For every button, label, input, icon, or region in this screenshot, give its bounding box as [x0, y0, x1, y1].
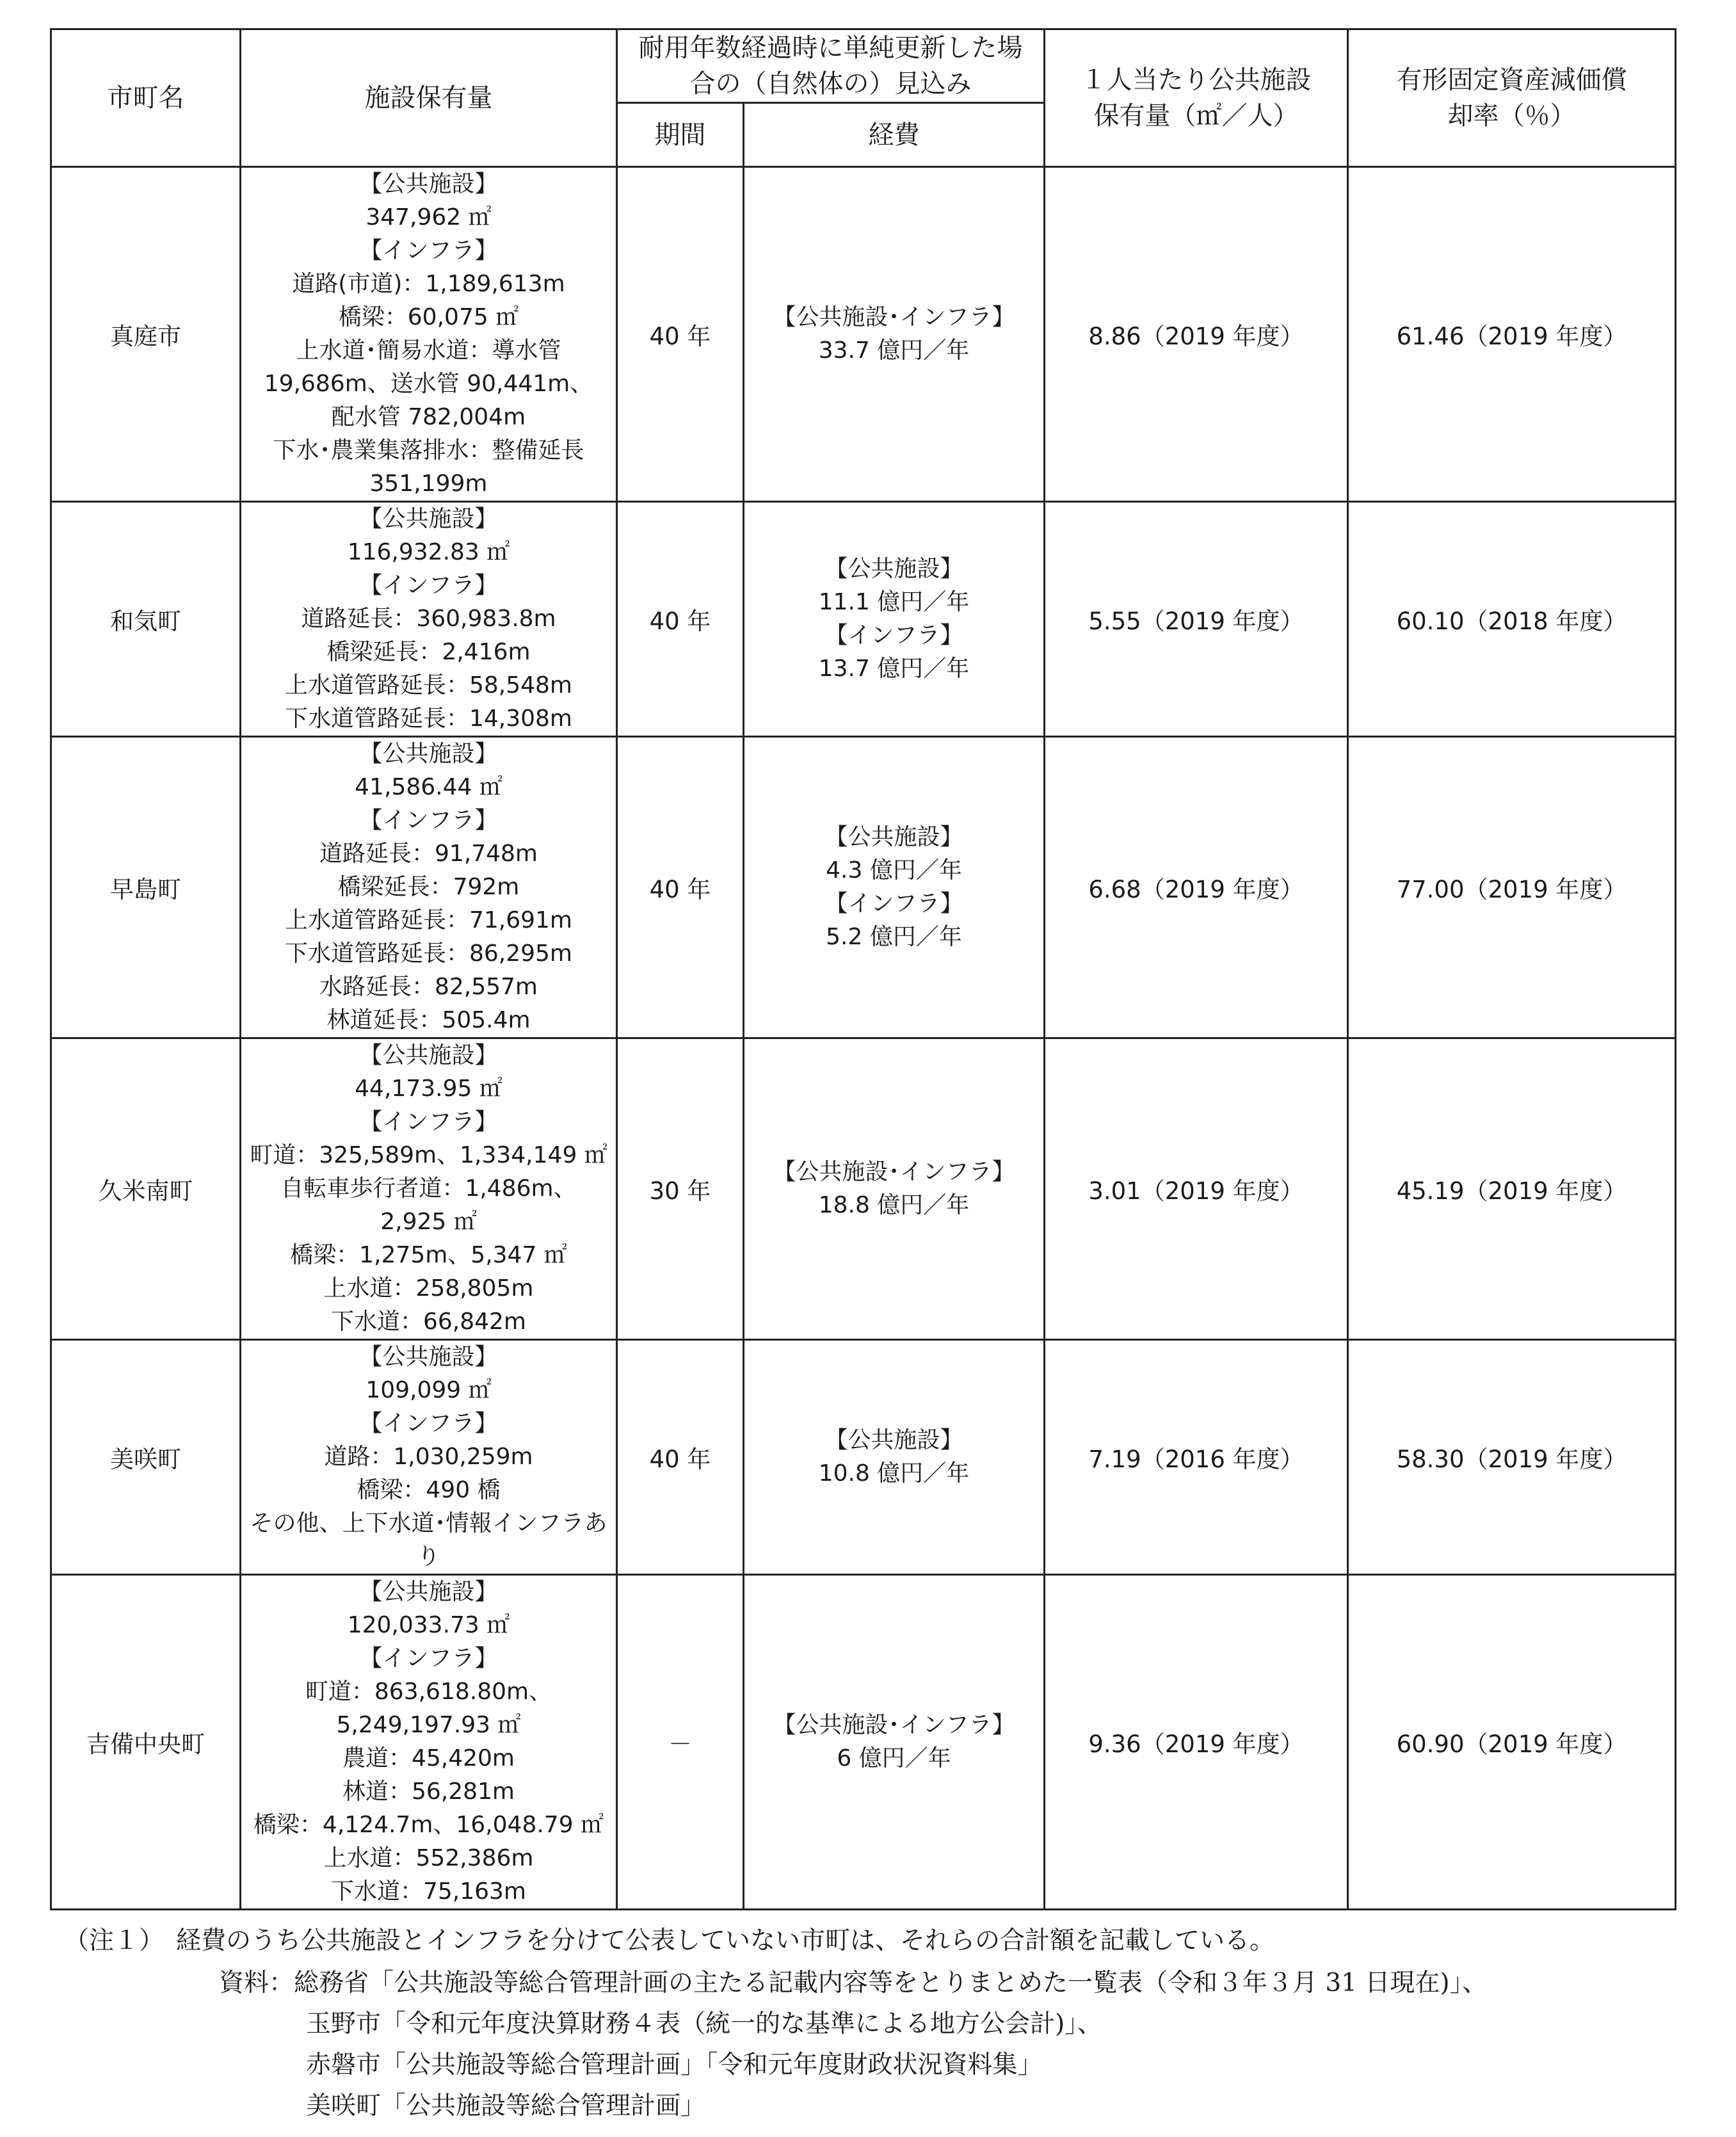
- facility-line: 橋梁：4,124.7m、16,048.79 ㎡: [253, 1812, 604, 1838]
- source-line: 美咲町「公共施設等総合管理計画」: [306, 2092, 706, 2120]
- city-name-cell: 吉備中央町: [51, 1575, 241, 1910]
- facility-line: 44,173.95 ㎡: [355, 1076, 502, 1102]
- cost-line: 【インフラ】: [824, 891, 963, 917]
- depreciation-cell: 60.90（2019 年度）: [1348, 1575, 1676, 1910]
- header-period: 期間: [617, 103, 744, 167]
- per-capita-cell: 9.36（2019 年度）: [1045, 1575, 1348, 1910]
- cost-line: 5.2 億円／年: [826, 924, 962, 950]
- facility-cell: [241, 1038, 617, 1340]
- facility-line: 下水道管路延長：14,308m: [284, 706, 573, 732]
- facility-cell: [241, 167, 617, 502]
- header-cost: 経費: [744, 103, 1045, 167]
- facility-cell: [241, 1340, 617, 1575]
- per-capita-cell: 5.55（2019 年度）: [1045, 502, 1348, 737]
- facility-line: 5,249,197.93 ㎡: [336, 1712, 521, 1738]
- table-body: [51, 167, 1676, 1910]
- facility-line: 【インフラ】: [359, 572, 498, 599]
- facility-line: 町道：325,589m、1,334,149 ㎡: [250, 1142, 607, 1168]
- facility-line: 【公共施設】: [359, 506, 498, 532]
- facility-line: 農道：45,420m: [342, 1745, 515, 1771]
- notes-section: [64, 1921, 1703, 2127]
- facility-cell: [241, 502, 617, 737]
- facility-line: 109,099 ㎡: [366, 1377, 492, 1403]
- cost-cell: [744, 1575, 1045, 1910]
- facility-line: 120,033.73 ㎡: [347, 1612, 510, 1638]
- table-row: [51, 1575, 1676, 1910]
- header-city: 市町名: [51, 29, 241, 167]
- facility-line: 【インフラ】: [359, 1410, 498, 1437]
- cost-line: 【公共施設】: [824, 1427, 963, 1453]
- facility-line: 上水道：552,386m: [323, 1845, 534, 1871]
- facility-line: その他、上下水道･情報インフラあ: [250, 1510, 607, 1536]
- cost-cell: [744, 502, 1045, 737]
- facility-line: 林道延長：505.4m: [326, 1007, 531, 1033]
- facility-line: 【インフラ】: [359, 1645, 498, 1672]
- facility-line: 道路延長：91,748m: [319, 841, 538, 867]
- facility-line: 林道：56,281m: [342, 1778, 515, 1805]
- cost-cell: [744, 1038, 1045, 1340]
- facility-line: 347,962 ㎡: [366, 204, 492, 230]
- city-name-cell: 久米南町: [51, 1038, 241, 1340]
- facility-line: 橋梁：490 橋: [357, 1477, 501, 1503]
- period-cell: 30 年: [617, 1038, 744, 1340]
- source-line: 玉野市「令和元年度決算財務４表（統一的な基準による地方公会計)」、: [306, 2010, 1102, 2038]
- period-cell: 40 年: [617, 167, 744, 502]
- cost-line: 18.8 億円／年: [818, 1192, 970, 1218]
- table-header: [51, 29, 1676, 167]
- depreciation-cell: 61.46（2019 年度）: [1348, 167, 1676, 502]
- facility-cell: [241, 737, 617, 1038]
- facility-line: 道路(市道)：1,189,613m: [292, 271, 565, 297]
- cost-line: 10.8 億円／年: [818, 1460, 970, 1487]
- facility-line: 下水道：75,163m: [330, 1878, 527, 1905]
- note-1-label: （注１）: [64, 1926, 165, 1955]
- facility-line: 【インフラ】: [359, 238, 498, 264]
- cost-line: 【公共施設･インフラ】: [773, 1712, 1015, 1738]
- facility-line: 19,686m、送水管 90,441m、: [264, 371, 593, 397]
- facility-line: 【インフラ】: [359, 807, 498, 834]
- facility-line: 41,586.44 ㎡: [355, 774, 502, 800]
- cost-line: 4.3 億円／年: [826, 857, 962, 883]
- facility-line: 【公共施設】: [359, 171, 498, 197]
- facility-line: 道路延長：360,983.8m: [301, 606, 556, 632]
- header-facility: 施設保有量: [241, 29, 617, 167]
- facility-line: 116,932.83 ㎡: [347, 539, 510, 565]
- facility-line: 下水道管路延長：86,295m: [284, 940, 573, 967]
- table-row: [51, 1340, 1676, 1575]
- table-row: [51, 502, 1676, 737]
- table-row: [51, 167, 1676, 502]
- depreciation-cell: 58.30（2019 年度）: [1348, 1340, 1676, 1575]
- source-line: 赤磐市「公共施設等総合管理計画」「令和元年度財政状況資料集」: [306, 2051, 1043, 2079]
- note-1: [64, 1921, 1703, 1962]
- note-1-text: 経費のうち公共施設とインフラを分けて公表していない市町は、それらの合計額を記載している。: [176, 1926, 1275, 1955]
- city-name-cell: 美咲町: [51, 1340, 241, 1575]
- facility-line: 橋梁延長：2,416m: [326, 639, 531, 665]
- depreciation-cell: 60.10（2018 年度）: [1348, 502, 1676, 737]
- cost-line: 【公共施設】: [824, 824, 963, 850]
- source-line: 資料：総務省「公共施設等総合管理計画の主たる記載内容等をとりまとめた一覧表（令和３年３月 31 日現在)」、: [219, 1969, 1488, 1997]
- per-capita-cell: 6.68（2019 年度）: [1045, 737, 1348, 1038]
- facility-line: 配水管 782,004m: [331, 404, 526, 430]
- header-renewal-outlook: 耐用年数経過時に単純更新した場合の（自然体の）見込み: [617, 29, 1045, 103]
- per-capita-cell: 8.86（2019 年度）: [1045, 167, 1348, 502]
- facility-line: 【公共施設】: [359, 741, 498, 767]
- facility-line: 橋梁：1,275m、5,347 ㎡: [290, 1242, 567, 1268]
- facility-line: 【公共施設】: [359, 1579, 498, 1605]
- city-name-cell: 和気町: [51, 502, 241, 737]
- period-cell: 40 年: [617, 1340, 744, 1575]
- cost-cell: [744, 737, 1045, 1038]
- facility-line: 町道：863,618.80m、: [305, 1679, 552, 1705]
- table-row: [51, 1038, 1676, 1340]
- facility-line: 道路：1,030,259m: [324, 1444, 533, 1470]
- header-per-capita: １人当たり公共施設保有量（㎡／人）: [1045, 29, 1348, 167]
- period-cell: －: [617, 1575, 744, 1910]
- facility-line: 水路延長：82,557m: [319, 974, 538, 1000]
- facility-line: 上水道管路延長：71,691m: [284, 907, 573, 933]
- header-depreciation: 有形固定資産減価償却率（％）: [1348, 29, 1676, 167]
- public-facility-table: [50, 28, 1676, 1910]
- cost-line: 【公共施設】: [824, 556, 963, 582]
- facility-line: 上水道･簡易水道：導水管: [296, 337, 561, 364]
- depreciation-cell: 45.19（2019 年度）: [1348, 1038, 1676, 1340]
- facility-line: 【公共施設】: [359, 1042, 498, 1068]
- facility-line: 【インフラ】: [359, 1109, 498, 1135]
- facility-line: 上水道管路延長：58,548m: [284, 672, 573, 698]
- city-name-cell: 早島町: [51, 737, 241, 1038]
- period-cell: 40 年: [617, 737, 744, 1038]
- depreciation-cell: 77.00（2019 年度）: [1348, 737, 1676, 1038]
- facility-line: 2,925 ㎡: [380, 1209, 477, 1235]
- facility-line: 自転車歩行者道：1,486m、: [280, 1175, 577, 1202]
- facility-line: 【公共施設】: [359, 1344, 498, 1370]
- cost-line: 6 億円／年: [837, 1745, 951, 1771]
- cost-line: 11.1 億円／年: [818, 589, 970, 615]
- facility-cell: [241, 1575, 617, 1910]
- table-row: [51, 737, 1676, 1038]
- cost-cell: [744, 1340, 1045, 1575]
- cost-line: 【インフラ】: [824, 622, 963, 649]
- per-capita-cell: 3.01（2019 年度）: [1045, 1038, 1348, 1340]
- cost-line: 33.7 億円／年: [818, 337, 970, 364]
- facility-line: 橋梁：60,075 ㎡: [338, 304, 519, 330]
- facility-line: 橋梁延長：792m: [337, 874, 520, 900]
- facility-line: 上水道：258,805m: [323, 1275, 534, 1302]
- facility-line: り: [417, 1544, 440, 1570]
- per-capita-cell: 7.19（2016 年度）: [1045, 1340, 1348, 1575]
- source-list: [64, 1963, 1703, 2127]
- cost-line: 【公共施設･インフラ】: [773, 1159, 1015, 1185]
- cost-line: 13.7 億円／年: [818, 656, 970, 682]
- cost-line: 【公共施設･インフラ】: [773, 304, 1015, 330]
- facility-line: 下水･農業集落排水：整備延長: [273, 437, 584, 464]
- period-cell: 40 年: [617, 502, 744, 737]
- facility-line: 下水道：66,842m: [330, 1309, 527, 1335]
- city-name-cell: 真庭市: [51, 167, 241, 502]
- facility-line: 351,199m: [369, 471, 488, 497]
- cost-cell: [744, 167, 1045, 502]
